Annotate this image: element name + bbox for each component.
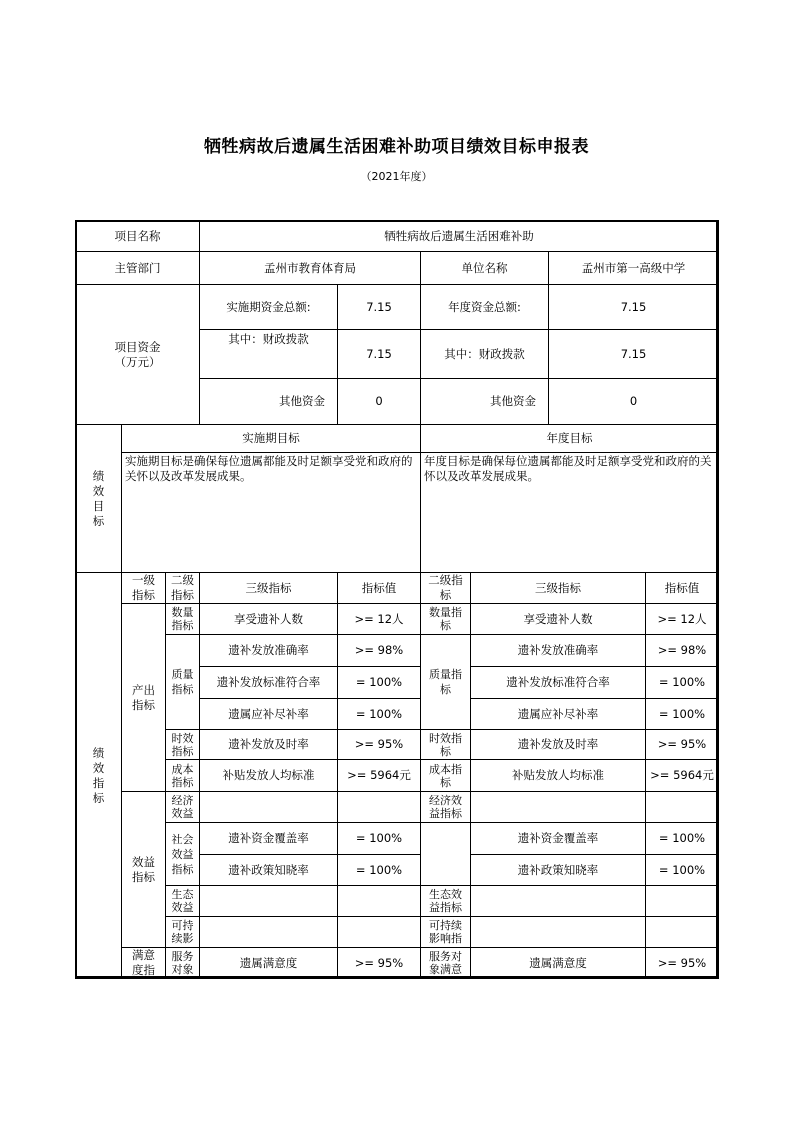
value-header-right: 指标值 bbox=[645, 572, 719, 604]
indicator-value bbox=[337, 791, 421, 823]
unit-value: 孟州市第一高级中学 bbox=[548, 251, 719, 285]
indicator-value: >= 12人 bbox=[337, 603, 421, 635]
impl-total-label: 实施期资金总额: bbox=[199, 284, 338, 330]
funds-label: 项目资金 （万元） bbox=[75, 284, 200, 425]
level3-indicator: 遗补发放及时率 bbox=[199, 729, 338, 760]
satisfaction-indicators-label: 满意 度指 bbox=[121, 947, 166, 979]
impl-fiscal-label: 其中：财政拨款 bbox=[199, 329, 338, 379]
dept-value: 孟州市教育体育局 bbox=[199, 251, 421, 285]
level3-indicator-right bbox=[470, 791, 646, 823]
indicator-value-right: >= 12人 bbox=[645, 603, 719, 635]
benefit-indicators-label: 效益 指标 bbox=[121, 791, 166, 948]
level3-indicator-right bbox=[470, 916, 646, 948]
level2-header-right: 二级指 标 bbox=[420, 572, 471, 604]
level3-header-right: 三级指标 bbox=[470, 572, 646, 604]
level2-header: 二级 指标 bbox=[165, 572, 200, 604]
indicator-value: >= 95% bbox=[337, 729, 421, 760]
value-header: 指标值 bbox=[337, 572, 421, 604]
level3-indicator bbox=[199, 916, 338, 948]
level3-indicator: 遗补发放标准符合率 bbox=[199, 666, 338, 699]
indicator-value: = 100% bbox=[337, 666, 421, 699]
level2-indicator: 经济 效益 bbox=[165, 791, 200, 823]
indicator-value: = 100% bbox=[337, 822, 421, 855]
level3-indicator-right: 遗补发放及时率 bbox=[470, 729, 646, 760]
level3-indicator-right: 遗补发放标准符合率 bbox=[470, 666, 646, 699]
level3-indicator-right: 遗属应补尽补率 bbox=[470, 698, 646, 730]
level3-indicator: 遗属满意度 bbox=[199, 947, 338, 979]
level2-indicator: 服务 对象 bbox=[165, 947, 200, 979]
page-title: 牺牲病故后遗属生活困难补助项目绩效目标申报表 bbox=[204, 137, 589, 157]
dept-label: 主管部门 bbox=[75, 251, 200, 285]
level3-header: 三级指标 bbox=[199, 572, 338, 604]
year-fiscal-value: 7.15 bbox=[548, 329, 719, 379]
year-fiscal-label: 其中：财政拨款 bbox=[420, 329, 549, 379]
level3-indicator: 遗补政策知晓率 bbox=[199, 854, 338, 886]
impl-fiscal-value: 7.15 bbox=[337, 329, 421, 379]
year-other-value: 0 bbox=[548, 378, 719, 425]
indicator-value bbox=[337, 885, 421, 917]
impl-goal-header: 实施期目标 bbox=[121, 424, 421, 453]
indicator-value-right: >= 5964元 bbox=[645, 759, 719, 792]
indicator-value-right bbox=[645, 791, 719, 823]
indicator-value bbox=[337, 916, 421, 948]
indicator-value-right: = 100% bbox=[645, 698, 719, 730]
level3-indicator: 补贴发放人均标准 bbox=[199, 759, 338, 792]
indicator-value-right: = 100% bbox=[645, 666, 719, 699]
level2-indicator-right: 质量指 标 bbox=[420, 634, 471, 730]
level3-indicator-right: 遗补发放准确率 bbox=[470, 634, 646, 667]
level2-indicator-right bbox=[420, 822, 471, 886]
level3-indicator-right: 补贴发放人均标准 bbox=[470, 759, 646, 792]
year-subtitle: （2021年度） bbox=[360, 170, 433, 183]
indicator-value-right: >= 95% bbox=[645, 729, 719, 760]
project-name-label: 项目名称 bbox=[75, 220, 200, 252]
level1-header: 一级 指标 bbox=[121, 572, 166, 604]
level3-indicator: 遗补资金覆盖率 bbox=[199, 822, 338, 855]
level3-indicator-right bbox=[470, 885, 646, 917]
year-other-label: 其他资金 bbox=[420, 378, 549, 425]
indicator-value-right bbox=[645, 885, 719, 917]
goals-label: 绩 效 目 标 bbox=[75, 424, 122, 573]
year-total-value: 7.15 bbox=[548, 284, 719, 330]
level2-indicator-right: 数量指 标 bbox=[420, 603, 471, 635]
level3-indicator-right: 遗补资金覆盖率 bbox=[470, 822, 646, 855]
level2-indicator: 数量 指标 bbox=[165, 603, 200, 635]
level2-indicator: 成本 指标 bbox=[165, 759, 200, 792]
level3-indicator bbox=[199, 791, 338, 823]
indicator-value: = 100% bbox=[337, 698, 421, 730]
level2-indicator: 质量 指标 bbox=[165, 634, 200, 730]
indicator-value: = 100% bbox=[337, 854, 421, 886]
indicator-value-right: >= 98% bbox=[645, 634, 719, 667]
level2-indicator-right: 生态效 益指标 bbox=[420, 885, 471, 917]
unit-label: 单位名称 bbox=[420, 251, 549, 285]
indicator-value-right: = 100% bbox=[645, 822, 719, 855]
level3-indicator bbox=[199, 885, 338, 917]
project-name-value: 牺牲病故后遗属生活困难补助 bbox=[199, 220, 719, 252]
indicator-value: >= 5964元 bbox=[337, 759, 421, 792]
impl-other-label: 其他资金 bbox=[199, 378, 338, 425]
level3-indicator-right: 享受遗补人数 bbox=[470, 603, 646, 635]
level3-indicator-right: 遗补政策知晓率 bbox=[470, 854, 646, 886]
level3-indicator: 遗属应补尽补率 bbox=[199, 698, 338, 730]
year-goal-text: 年度目标是确保每位遗属都能及时足额享受党和政府的关怀以及改革发展成果。 bbox=[420, 452, 719, 573]
indicators-label: 绩 效 指 标 bbox=[75, 572, 122, 979]
indicator-value-right: >= 95% bbox=[645, 947, 719, 979]
level2-indicator: 可持 续影 bbox=[165, 916, 200, 948]
level3-indicator: 享受遗补人数 bbox=[199, 603, 338, 635]
impl-other-value: 0 bbox=[337, 378, 421, 425]
level2-indicator-right: 时效指 标 bbox=[420, 729, 471, 760]
level2-indicator-right: 成本指 标 bbox=[420, 759, 471, 792]
indicator-value-right bbox=[645, 916, 719, 948]
level2-indicator: 时效 指标 bbox=[165, 729, 200, 760]
impl-goal-text: 实施期目标是确保每位遗属都能及时足额享受党和政府的关怀以及改革发展成果。 bbox=[121, 452, 421, 573]
level2-indicator: 社会 效益 指标 bbox=[165, 822, 200, 886]
indicator-value: >= 98% bbox=[337, 634, 421, 667]
indicator-value-right: = 100% bbox=[645, 854, 719, 886]
year-goal-header: 年度目标 bbox=[420, 424, 719, 453]
level3-indicator-right: 遗属满意度 bbox=[470, 947, 646, 979]
level2-indicator-right: 可持续 影响指 bbox=[420, 916, 471, 948]
output-indicators-label: 产出 指标 bbox=[121, 603, 166, 792]
year-total-label: 年度资金总额: bbox=[420, 284, 549, 330]
level2-indicator-right: 服务对 象满意 bbox=[420, 947, 471, 979]
level2-indicator-right: 经济效 益指标 bbox=[420, 791, 471, 823]
impl-total-value: 7.15 bbox=[337, 284, 421, 330]
indicator-value: >= 95% bbox=[337, 947, 421, 979]
level3-indicator: 遗补发放准确率 bbox=[199, 634, 338, 667]
level2-indicator: 生态 效益 bbox=[165, 885, 200, 917]
